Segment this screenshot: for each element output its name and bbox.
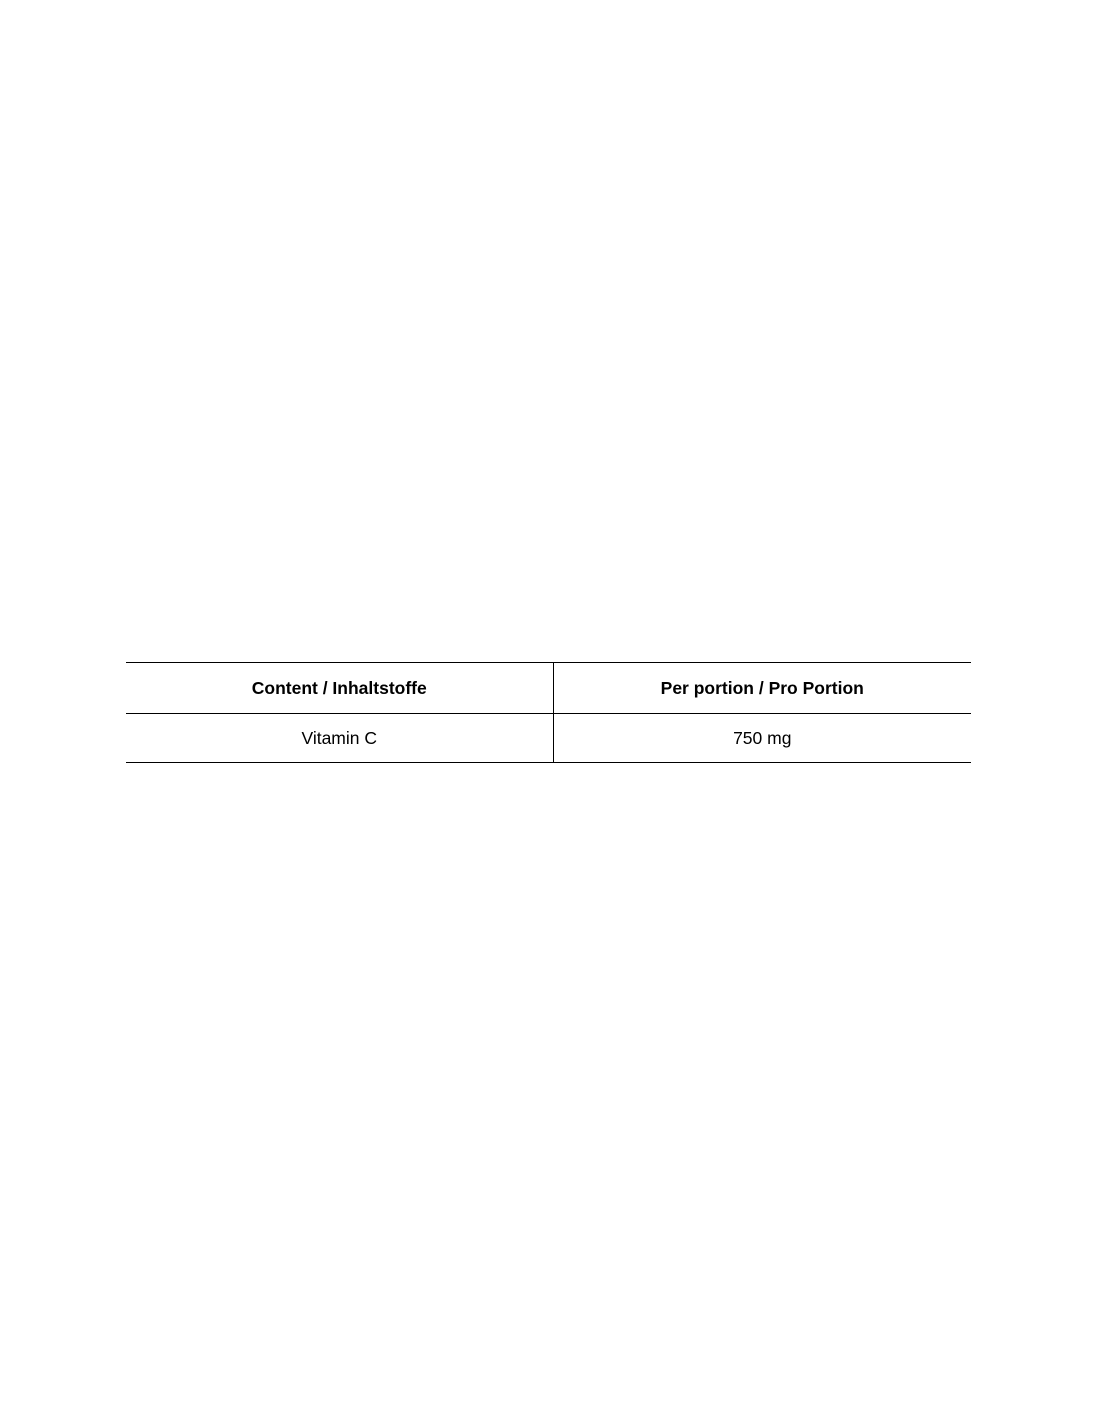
column-header-per-portion: Per portion / Pro Portion [553,663,971,714]
column-header-content: Content / Inhaltstoffe [126,663,553,714]
table-row [126,714,971,763]
table-header [126,663,971,714]
nutrition-facts-table [126,662,971,763]
table-body [126,714,971,763]
cell-per-portion-value: 750 mg [553,714,971,763]
cell-content-name: Vitamin C [126,714,553,763]
table-header-row [126,663,971,714]
